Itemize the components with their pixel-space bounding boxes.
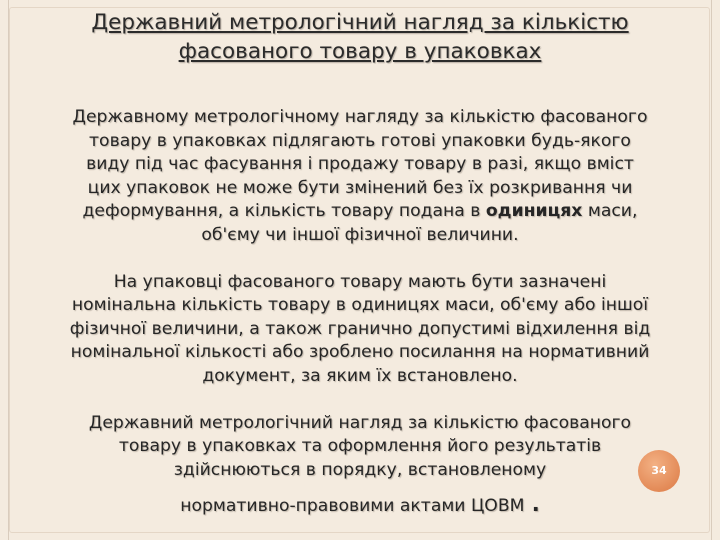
p2-line-5: документ, за яким їх встановлено. bbox=[202, 365, 518, 386]
p1-line-5-end: маси, bbox=[582, 201, 638, 222]
p2-line-1: На упаковці фасованого товару мають бути зазначені bbox=[113, 271, 607, 292]
page-number-badge: 34 bbox=[638, 450, 680, 492]
p1-line-5-start: деформування, а кількість товару подана в bbox=[82, 201, 486, 222]
p1-line-1: Державному метрологічному нагляду за кількістю фасованого bbox=[72, 107, 648, 127]
slide-body bbox=[20, 106, 700, 519]
p2-line-2: номінальна кількість товару в одиницях маси, об'єму або іншої bbox=[71, 295, 649, 316]
p1-line-2: товару в упаковках підлягають готові упаковки будь-якого bbox=[89, 130, 631, 151]
paragraph-1 bbox=[20, 106, 700, 248]
p3-line-2: товару в упаковках та оформлення його результатів bbox=[118, 436, 602, 457]
p2-line-4: номінальної кількості або зроблено посилання на нормативний bbox=[70, 342, 650, 363]
paragraph-gap bbox=[20, 389, 700, 412]
p3-line-4-text: нормативно-правовими актами ЦОВМ bbox=[180, 496, 525, 517]
p3-line-3: здійснюються в порядку, встановленому bbox=[173, 459, 547, 480]
p1-bold-word: одиницях bbox=[485, 201, 583, 222]
left-border-rule bbox=[8, 0, 9, 540]
p1-line-4: цих упаковок не може бути змінений без їх розкривання чи bbox=[87, 177, 633, 198]
p3-line-4-period: . bbox=[524, 492, 540, 517]
paragraph-3 bbox=[20, 412, 700, 519]
p1-line-6: об'єму чи іншої фізичної величини. bbox=[201, 224, 519, 245]
p1-line-5 bbox=[20, 200, 700, 224]
title-line-2: фасованого товару в упаковках bbox=[178, 39, 542, 64]
right-border-rule bbox=[711, 0, 712, 540]
paragraph-gap bbox=[20, 248, 700, 271]
p2-line-3: фізичної величини, а також гранично допустимі відхилення від bbox=[69, 318, 651, 339]
p3-line-1: Державний метрологічний нагляд за кількістю фасованого bbox=[88, 412, 632, 433]
slide-title bbox=[20, 8, 700, 66]
p3-line-4 bbox=[20, 493, 700, 519]
paragraph-2 bbox=[20, 271, 700, 389]
title-line-1: Державний метрологічний нагляд за кількістю bbox=[91, 10, 629, 35]
p1-line-3: виду під час фасування і продажу товару в разі, якщо вміст bbox=[86, 154, 634, 175]
